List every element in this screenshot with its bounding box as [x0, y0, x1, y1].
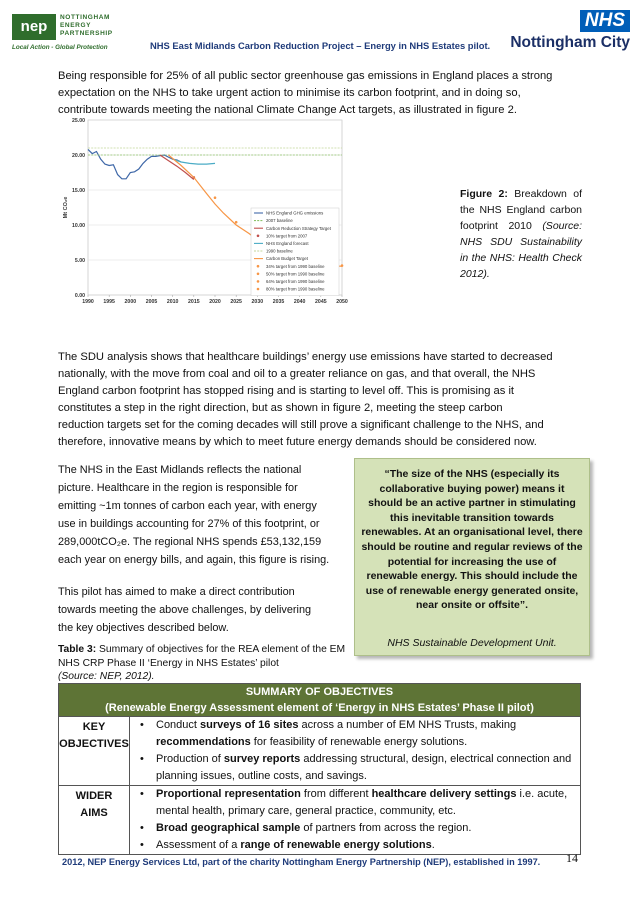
list-item: • Broad geographical sample of partners from across the region. — [130, 820, 580, 837]
legend-label: 80% target from 1990 baseline — [266, 286, 325, 292]
figure-caption: Figure 2: Breakdown of the NHS England carbon footprint 2010 (Source: NHS SDU Sustainability in the NHS: Health Check 2012). — [460, 188, 583, 280]
page-footer: 2012, NEP Energy Services Ltd, part of the charity Nottingham Energy Partnership (NEP), established in 1997. — [62, 857, 541, 867]
legend-swatch — [257, 235, 260, 238]
y-tick-label: 20.00 — [72, 153, 85, 159]
legend-label: 50% target from 1990 baseline — [266, 271, 325, 277]
key-objectives-label: KEY OBJECTIVES — [59, 717, 130, 786]
list-item: • Production of survey reports addressing structural, design, electrical connection and planning issues, outline costs, and savings. — [130, 751, 580, 785]
legend-swatch — [257, 273, 260, 276]
nhs-logo-mark: NHS — [580, 10, 630, 32]
list-item: • Conduct surveys of 16 sites across a number of EM NHS Trusts, making recommendations for feasibility of renewable energy solutions. — [130, 717, 580, 751]
objectives-table — [58, 683, 581, 855]
y-tick-label: 15.00 — [72, 188, 85, 194]
x-tick-label: 2035 — [272, 299, 285, 305]
quote-source: NHS Sustainable Development Unit. — [387, 637, 557, 649]
legend-label: 64% target from 1990 baseline — [266, 279, 325, 284]
y-axis-label: Mt CO₂e — [63, 196, 69, 219]
east-midlands-paragraph: The NHS in the East Midlands reflects the national picture. Healthcare in the region is responsible for emitting ~1m tonnes of carbon each year, with energy use in buildings accounting for 27% of this footprint, or 289,000tCO₂e. The regional NHS spends £53,132,159 each year on energy bills, and again, this figure is rising. — [58, 464, 330, 566]
legend-label: Carbon Budget Target — [266, 256, 308, 262]
legend-label: 10% target from 2007 — [266, 233, 308, 239]
nhs-logo — [510, 10, 630, 52]
list-item: • Proportional representation from different healthcare delivery settings i.e. acute, mental health, primary care, general practice, community, etc. — [130, 786, 580, 820]
legend-label: 34% target from 1990 baseline — [266, 263, 325, 269]
x-tick-label: 2020 — [209, 299, 221, 305]
y-tick-label: 10.00 — [72, 223, 85, 229]
nhs-logo-org: Nottingham City — [510, 34, 630, 51]
x-tick-label: 1995 — [103, 299, 115, 305]
x-tick-label: 1990 — [82, 299, 94, 305]
x-tick-label: 2005 — [145, 299, 158, 305]
nep-logo — [12, 14, 137, 56]
table-caption: Table 3: Summary of objectives for the REA element of the EM NHS CRP Phase II ‘Energy in NHS Estates’ pilot (Source: NEP, 2012). — [58, 644, 346, 682]
x-tick-label: 2000 — [124, 299, 137, 305]
x-tick-label: 2045 — [315, 299, 327, 305]
wider-aims-label: WIDER AIMS — [59, 786, 130, 855]
legend-label: NHS England forecast — [266, 241, 309, 246]
pilot-paragraph: This pilot has aimed to make a direct contribution towards meeting the above challenges, by delivering the key objectives described below. — [58, 586, 312, 634]
nep-logo-words: NOTTINGHAM ENERGY PARTNERSHIP — [60, 14, 113, 37]
table-header-row — [59, 684, 581, 717]
legend-swatch — [257, 265, 260, 268]
sdu-analysis-paragraph: The SDU analysis shows that healthcare buildings’ energy use emissions have started to decreased nationally, with the move from coal and oil to a greater reliance on gas, and that overall, the NHS England carbon footprint has stopped rising and is starting to level off. This is promising as it constitutes a step in the right direction, but as shown in figure 2, meeting the steep carbon reduction targets set for the coming decades will still prove a significant challenge to the NHS, and therefore, innovative means by which to meet future energy demands should be considered now. — [58, 351, 553, 448]
legend-label: 2007 baseline — [266, 218, 293, 224]
y-tick-label: 0.00 — [74, 293, 85, 299]
wider-aims-cell — [130, 786, 581, 855]
x-tick-label: 2025 — [230, 299, 242, 305]
x-tick-label: 2010 — [166, 299, 179, 305]
legend-swatch — [257, 280, 260, 283]
x-tick-label: 2030 — [251, 299, 264, 305]
series-marker — [341, 264, 344, 267]
list-item: • Assessment of a range of renewable energy solutions. — [130, 837, 580, 854]
nep-logo-mark: nep — [12, 14, 56, 40]
series-marker — [235, 221, 238, 224]
quote-text: “The size of the NHS (especially its collaborative buying power) means it should be an active partner in stimulating this inevitable transition towards renewables. At an organisational level, there should be routine and regular reviews of the potential for increasing the use of renewable energy. This should include the use of renewable energy generated onsite, near onsite or offsite”. — [361, 468, 583, 612]
legend-label: Carbon Reduction Strategy Target — [266, 225, 331, 231]
series-marker — [214, 196, 217, 199]
nep-tagline: Local Action - Global Protection — [12, 44, 108, 51]
table-row-wider-aims — [59, 786, 581, 855]
page-header-title: NHS East Midlands Carbon Reduction Project – Energy in NHS Estates pilot. — [150, 40, 491, 51]
intro-paragraph: Being responsible for 25% of all public sector greenhouse gas emissions in England places a strong expectation on the NHS to take urgent action to minimise its carbon footprint, and in doing so, contribute towards meeting the national Climate Change Act targets, as illustrated in figure 2. — [58, 70, 553, 116]
legend-swatch — [257, 288, 260, 291]
legend-label: NHS England GHG emissions — [266, 210, 324, 216]
x-tick-label: 2015 — [188, 299, 200, 305]
y-tick-label: 5.00 — [74, 258, 85, 264]
carbon-footprint-chart — [58, 112, 358, 310]
quote-box — [354, 458, 590, 656]
x-tick-label: 2050 — [336, 299, 348, 305]
page-number: 14 — [566, 851, 578, 865]
x-tick-label: 2040 — [293, 299, 306, 305]
table-row-key-objectives — [59, 717, 581, 786]
key-objectives-cell — [130, 717, 581, 786]
legend-label: 1990 baseline — [266, 248, 293, 254]
y-tick-label: 25.00 — [72, 118, 85, 124]
table-header-cell: SUMMARY OF OBJECTIVES (Renewable Energy Assessment element of ‘Energy in NHS Estates’ Phase II pilot) — [59, 684, 581, 717]
